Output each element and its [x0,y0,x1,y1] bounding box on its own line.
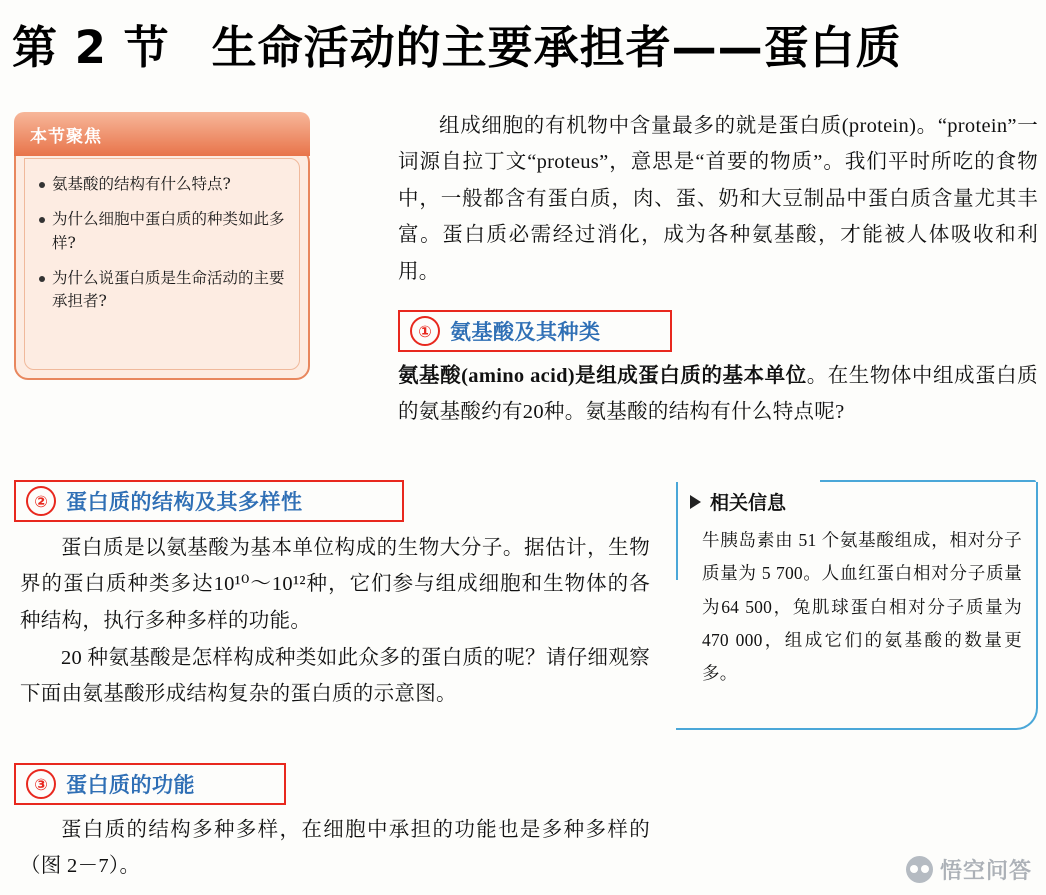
related-info-title [690,488,786,515]
bullet-icon [39,217,45,223]
focus-item-text: 氨基酸的结构有什么特点? [52,175,231,193]
focus-item-text: 为什么说蛋白质是生命活动的主要承担者? [52,268,285,310]
heading-text-3: 蛋白质的功能 [66,773,195,797]
bullet-icon [39,182,45,188]
heading-text-2: 蛋白质的结构及其多样性 [66,490,303,514]
watermark [906,854,1032,885]
title-section-number: 第 2 节 [12,20,170,74]
page-title [12,8,1032,78]
focus-item [39,173,289,196]
focus-box-body [14,148,310,380]
paragraph-1 [398,358,1038,431]
paragraph-1-rest: 。在生物体中组成蛋白质的氨基酸约有20种。氨基酸的结构有什么特点呢? [398,365,1038,424]
related-info-box [676,482,1038,730]
heading-protein-function [14,763,286,805]
heading-amino-acid [398,310,672,352]
focus-item [39,267,289,314]
focus-box-inner [24,158,300,370]
intro-paragraph: 组成细胞的有机物中含量最多的就是蛋白质(protein)。“protein”一词源自拉丁文“proteus”，意思是“首要的物质”。我们平时所吃的食物中，一般都含有蛋白质，肉、蛋、奶和大豆制品中蛋白质含量尤其丰富。蛋白质必需经过消化，成为各种氨基酸，才能被人体吸收和利用。 [398,115,1038,283]
heading-number-3: ③ [26,769,56,799]
triangle-icon [690,495,701,509]
watermark-text: 悟空问答 [939,859,1032,884]
paragraph-2: 蛋白质是以氨基酸为基本单位构成的生物大分子。据估计，生物界的蛋白质种类多达10¹⁰～10¹²种，它们参与组成细胞和生物体的各种结构，执行多种多样的功能。 [20,537,650,632]
focus-box [14,112,310,380]
heading-number-2: ② [26,486,56,516]
paragraph-1-bold: 氨基酸(amino acid)是组成蛋白质的基本单位 [398,365,807,387]
heading-protein-structure [14,480,404,522]
watermark-logo-icon [906,856,933,883]
focus-item-text: 为什么细胞中蛋白质的种类如此多样? [52,210,285,252]
related-info-title-text: 相关信息 [710,492,787,514]
focus-item [39,208,289,255]
paragraph-3: 20 种氨基酸是怎样构成种类如此众多的蛋白质的呢？请仔细观察下面由氨基酸形成结构复杂的蛋白质的示意图。 [20,647,650,706]
paragraph-4: 蛋白质的结构多种多样，在细胞中承担的功能也是多种多样的（图 2－7）。 [20,819,650,878]
bullet-icon [39,276,45,282]
heading-number-1: ① [410,316,440,346]
focus-box-tab-label: 本节聚焦 [30,127,102,147]
related-info-text: 牛胰岛素由 51 个氨基酸组成，相对分子质量为 5 700。人血红蛋白相对分子质量为64 500，兔肌球蛋白相对分子质量为470 000，组成它们的氨基酸的数量更多。 [702,530,1022,683]
title-section-name: 生命活动的主要承担者——蛋白质 [211,20,902,74]
heading-text-1: 氨基酸及其种类 [450,320,601,344]
